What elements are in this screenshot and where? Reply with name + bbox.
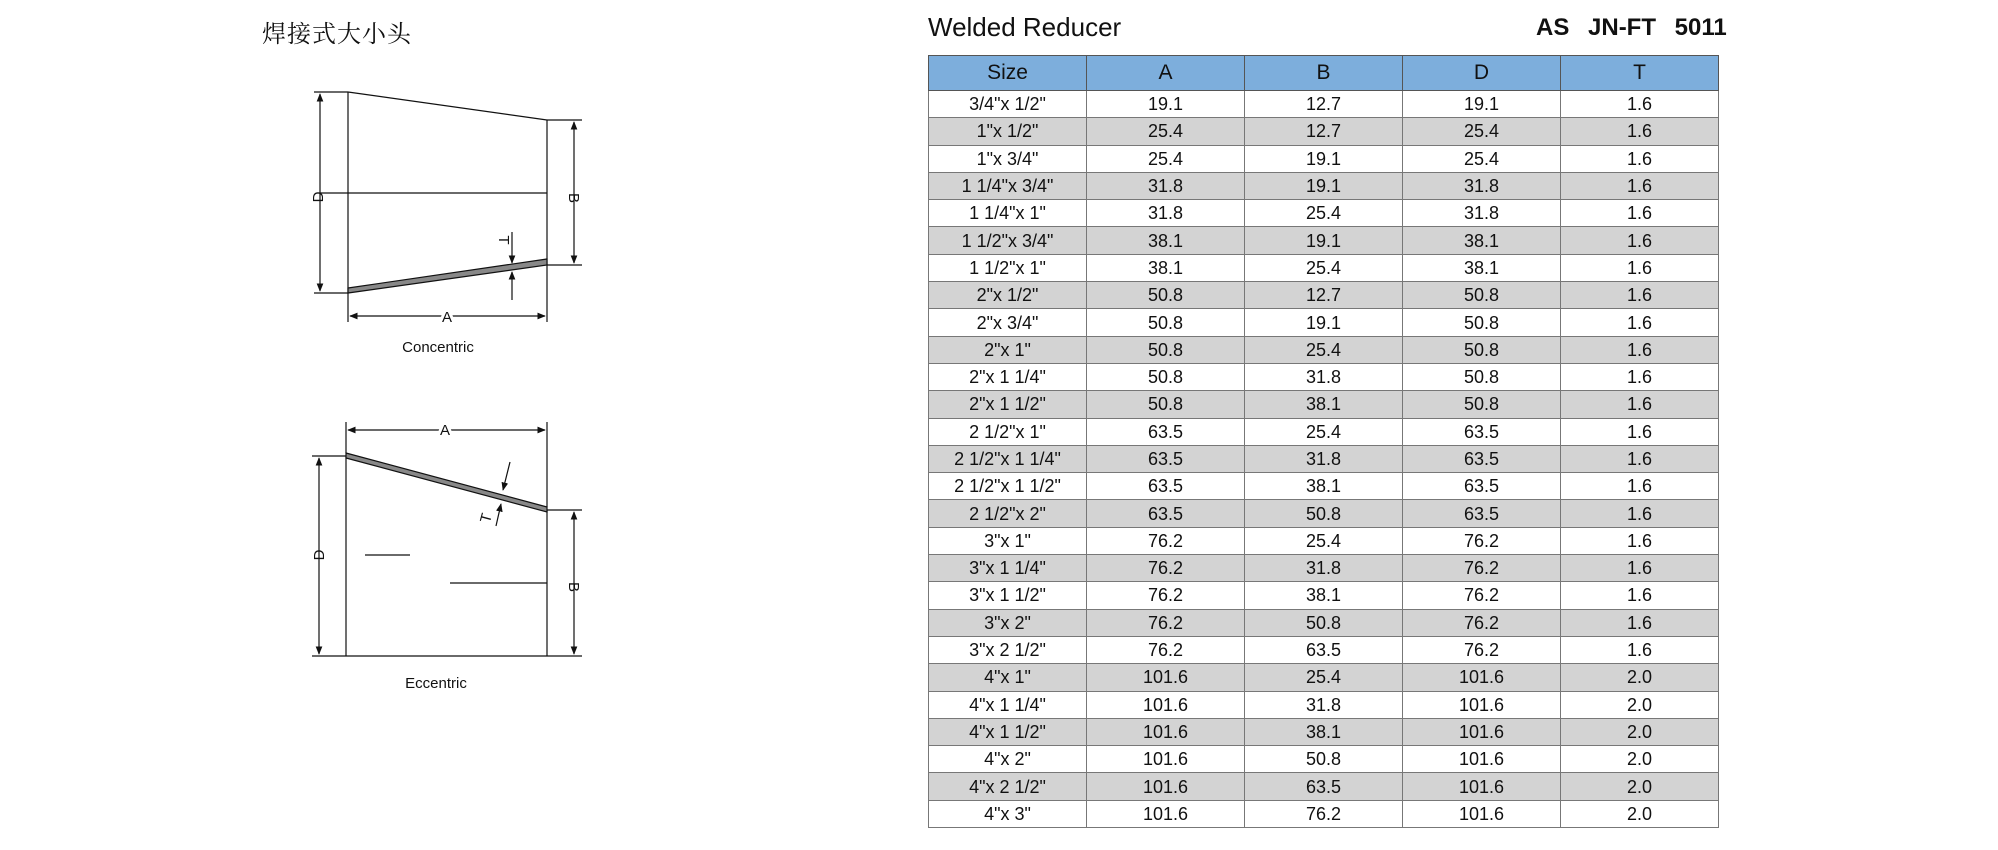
cell-size: 1"x 1/2" <box>929 118 1087 145</box>
cell-a: 101.6 <box>1087 691 1245 718</box>
table-row <box>929 746 1719 773</box>
table-row <box>929 227 1719 254</box>
cell-b: 31.8 <box>1245 445 1403 472</box>
reducer-drawing-svg <box>290 60 620 700</box>
cell-a: 19.1 <box>1087 91 1245 118</box>
table-row <box>929 445 1719 472</box>
cell-a: 101.6 <box>1087 664 1245 691</box>
cell-a: 50.8 <box>1087 309 1245 336</box>
cell-d: 76.2 <box>1403 636 1561 663</box>
column-header-t: T <box>1561 56 1719 91</box>
cell-b: 38.1 <box>1245 473 1403 500</box>
cell-b: 38.1 <box>1245 718 1403 745</box>
cell-t: 2.0 <box>1561 746 1719 773</box>
cell-size: 3"x 1 1/4" <box>929 555 1087 582</box>
cell-a: 76.2 <box>1087 609 1245 636</box>
eccentric-label-a: A <box>439 422 451 439</box>
cell-a: 31.8 <box>1087 172 1245 199</box>
cell-size: 3"x 1" <box>929 527 1087 554</box>
table-row <box>929 172 1719 199</box>
cell-b: 31.8 <box>1245 691 1403 718</box>
cell-b: 25.4 <box>1245 200 1403 227</box>
column-header-b: B <box>1245 56 1403 91</box>
cell-d: 101.6 <box>1403 773 1561 800</box>
cell-d: 63.5 <box>1403 473 1561 500</box>
concentric-drawing <box>314 92 582 322</box>
table-row <box>929 636 1719 663</box>
cell-a: 76.2 <box>1087 582 1245 609</box>
cell-d: 50.8 <box>1403 282 1561 309</box>
column-header-a: A <box>1087 56 1245 91</box>
table-row <box>929 200 1719 227</box>
cell-a: 38.1 <box>1087 254 1245 281</box>
cell-t: 1.6 <box>1561 336 1719 363</box>
cell-size: 4"x 1 1/4" <box>929 691 1087 718</box>
cell-b: 63.5 <box>1245 636 1403 663</box>
table-row <box>929 363 1719 390</box>
cell-size: 2 1/2"x 1 1/4" <box>929 445 1087 472</box>
cell-b: 25.4 <box>1245 254 1403 281</box>
column-header-d: D <box>1403 56 1561 91</box>
table-row <box>929 691 1719 718</box>
table-header-row <box>929 56 1719 91</box>
table-row <box>929 609 1719 636</box>
cell-size: 3/4"x 1/2" <box>929 91 1087 118</box>
cell-b: 38.1 <box>1245 391 1403 418</box>
page-title: Welded Reducer <box>928 12 1122 42</box>
table-row <box>929 582 1719 609</box>
cell-size: 2"x 3/4" <box>929 309 1087 336</box>
cell-a: 101.6 <box>1087 800 1245 827</box>
spec-table-body <box>929 91 1719 828</box>
cell-b: 63.5 <box>1245 773 1403 800</box>
cell-d: 76.2 <box>1403 582 1561 609</box>
cell-b: 50.8 <box>1245 500 1403 527</box>
table-row <box>929 800 1719 827</box>
cell-a: 76.2 <box>1087 527 1245 554</box>
cell-t: 1.6 <box>1561 91 1719 118</box>
cell-d: 25.4 <box>1403 118 1561 145</box>
cell-size: 1"x 3/4" <box>929 145 1087 172</box>
cell-a: 101.6 <box>1087 718 1245 745</box>
cell-t: 1.6 <box>1561 445 1719 472</box>
cell-a: 101.6 <box>1087 773 1245 800</box>
concentric-label-b: B <box>565 192 582 204</box>
cell-d: 63.5 <box>1403 500 1561 527</box>
chinese-title: 焊接式大小头 <box>262 20 412 48</box>
table-row <box>929 527 1719 554</box>
cell-b: 12.7 <box>1245 118 1403 145</box>
spec-table <box>928 55 1719 828</box>
cell-t: 2.0 <box>1561 718 1719 745</box>
cell-a: 50.8 <box>1087 363 1245 390</box>
cell-b: 25.4 <box>1245 527 1403 554</box>
product-code: AS JN-FT 5011 <box>1536 14 1727 41</box>
cell-b: 76.2 <box>1245 800 1403 827</box>
cell-d: 101.6 <box>1403 664 1561 691</box>
cell-b: 25.4 <box>1245 418 1403 445</box>
cell-size: 3"x 2" <box>929 609 1087 636</box>
cell-b: 12.7 <box>1245 282 1403 309</box>
cell-b: 19.1 <box>1245 145 1403 172</box>
cell-size: 2 1/2"x 2" <box>929 500 1087 527</box>
table-row <box>929 254 1719 281</box>
cell-d: 101.6 <box>1403 746 1561 773</box>
cell-d: 101.6 <box>1403 800 1561 827</box>
cell-size: 3"x 2 1/2" <box>929 636 1087 663</box>
cell-b: 25.4 <box>1245 336 1403 363</box>
cell-size: 4"x 1 1/2" <box>929 718 1087 745</box>
cell-a: 63.5 <box>1087 418 1245 445</box>
cell-size: 2 1/2"x 1 1/2" <box>929 473 1087 500</box>
cell-b: 12.7 <box>1245 91 1403 118</box>
cell-d: 63.5 <box>1403 445 1561 472</box>
cell-size: 2"x 1 1/2" <box>929 391 1087 418</box>
cell-t: 1.6 <box>1561 418 1719 445</box>
cell-b: 19.1 <box>1245 227 1403 254</box>
cell-a: 25.4 <box>1087 145 1245 172</box>
cell-t: 1.6 <box>1561 500 1719 527</box>
cell-a: 63.5 <box>1087 473 1245 500</box>
cell-a: 50.8 <box>1087 282 1245 309</box>
cell-size: 4"x 2 1/2" <box>929 773 1087 800</box>
cell-t: 1.6 <box>1561 254 1719 281</box>
table-row <box>929 473 1719 500</box>
cell-t: 1.6 <box>1561 118 1719 145</box>
cell-size: 2"x 1/2" <box>929 282 1087 309</box>
eccentric-label-d: D <box>311 549 328 561</box>
concentric-label-d: D <box>310 191 327 203</box>
cell-size: 1 1/2"x 3/4" <box>929 227 1087 254</box>
cell-size: 4"x 1" <box>929 664 1087 691</box>
cell-size: 3"x 1 1/2" <box>929 582 1087 609</box>
cell-size: 2"x 1" <box>929 336 1087 363</box>
table-row <box>929 282 1719 309</box>
table-row <box>929 773 1719 800</box>
cell-size: 1 1/4"x 1" <box>929 200 1087 227</box>
concentric-label-t: T <box>495 235 512 245</box>
cell-b: 38.1 <box>1245 582 1403 609</box>
cell-a: 63.5 <box>1087 445 1245 472</box>
cell-a: 63.5 <box>1087 500 1245 527</box>
eccentric-label-b: B <box>565 581 582 593</box>
cell-a: 50.8 <box>1087 391 1245 418</box>
cell-d: 101.6 <box>1403 718 1561 745</box>
cell-d: 63.5 <box>1403 418 1561 445</box>
cell-d: 50.8 <box>1403 336 1561 363</box>
cell-d: 50.8 <box>1403 391 1561 418</box>
cell-d: 76.2 <box>1403 527 1561 554</box>
cell-a: 101.6 <box>1087 746 1245 773</box>
cell-d: 76.2 <box>1403 555 1561 582</box>
table-row <box>929 500 1719 527</box>
cell-d: 50.8 <box>1403 363 1561 390</box>
cell-a: 76.2 <box>1087 555 1245 582</box>
cell-t: 2.0 <box>1561 664 1719 691</box>
table-row <box>929 336 1719 363</box>
cell-d: 76.2 <box>1403 609 1561 636</box>
cell-t: 1.6 <box>1561 282 1719 309</box>
cell-b: 31.8 <box>1245 363 1403 390</box>
cell-size: 2"x 1 1/4" <box>929 363 1087 390</box>
cell-a: 50.8 <box>1087 336 1245 363</box>
concentric-caption: Concentric <box>402 339 474 356</box>
table-row <box>929 145 1719 172</box>
cell-t: 1.6 <box>1561 309 1719 336</box>
cell-t: 1.6 <box>1561 227 1719 254</box>
table-row <box>929 555 1719 582</box>
table-row <box>929 718 1719 745</box>
cell-t: 1.6 <box>1561 145 1719 172</box>
cell-t: 2.0 <box>1561 773 1719 800</box>
cell-b: 50.8 <box>1245 746 1403 773</box>
table-row <box>929 418 1719 445</box>
eccentric-drawing <box>312 422 582 656</box>
cell-t: 1.6 <box>1561 200 1719 227</box>
cell-d: 38.1 <box>1403 254 1561 281</box>
cell-size: 2 1/2"x 1" <box>929 418 1087 445</box>
cell-b: 19.1 <box>1245 172 1403 199</box>
table-row <box>929 91 1719 118</box>
reducer-drawings <box>290 60 620 700</box>
cell-t: 1.6 <box>1561 363 1719 390</box>
table-row <box>929 309 1719 336</box>
cell-size: 1 1/4"x 3/4" <box>929 172 1087 199</box>
cell-t: 1.6 <box>1561 582 1719 609</box>
cell-t: 2.0 <box>1561 691 1719 718</box>
cell-t: 1.6 <box>1561 172 1719 199</box>
cell-d: 50.8 <box>1403 309 1561 336</box>
column-header-size: Size <box>929 56 1087 91</box>
eccentric-label-t: T <box>477 511 496 525</box>
cell-b: 50.8 <box>1245 609 1403 636</box>
cell-size: 1 1/2"x 1" <box>929 254 1087 281</box>
table-row <box>929 391 1719 418</box>
cell-t: 1.6 <box>1561 609 1719 636</box>
cell-a: 31.8 <box>1087 200 1245 227</box>
cell-t: 1.6 <box>1561 527 1719 554</box>
cell-b: 19.1 <box>1245 309 1403 336</box>
eccentric-caption: Eccentric <box>405 675 467 692</box>
cell-a: 76.2 <box>1087 636 1245 663</box>
cell-size: 4"x 2" <box>929 746 1087 773</box>
cell-d: 25.4 <box>1403 145 1561 172</box>
cell-d: 38.1 <box>1403 227 1561 254</box>
cell-a: 38.1 <box>1087 227 1245 254</box>
concentric-label-a: A <box>441 309 453 326</box>
cell-t: 1.6 <box>1561 391 1719 418</box>
table-row <box>929 118 1719 145</box>
cell-t: 2.0 <box>1561 800 1719 827</box>
cell-b: 31.8 <box>1245 555 1403 582</box>
cell-t: 1.6 <box>1561 636 1719 663</box>
cell-d: 31.8 <box>1403 200 1561 227</box>
cell-size: 4"x 3" <box>929 800 1087 827</box>
cell-b: 25.4 <box>1245 664 1403 691</box>
table-row <box>929 664 1719 691</box>
cell-d: 101.6 <box>1403 691 1561 718</box>
cell-t: 1.6 <box>1561 473 1719 500</box>
cell-d: 19.1 <box>1403 91 1561 118</box>
cell-d: 31.8 <box>1403 172 1561 199</box>
cell-a: 25.4 <box>1087 118 1245 145</box>
cell-t: 1.6 <box>1561 555 1719 582</box>
